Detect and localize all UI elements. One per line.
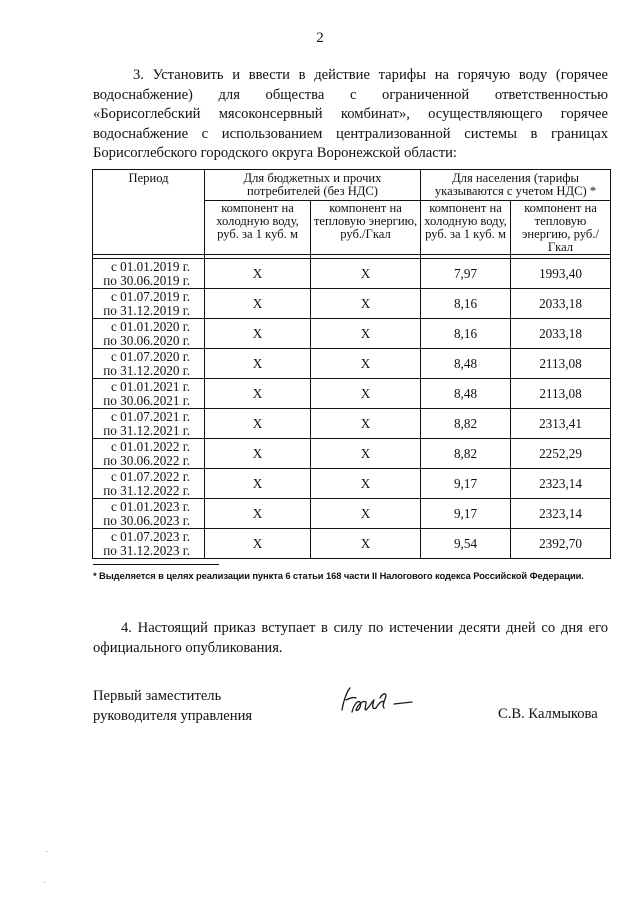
cell-budget-cold: X [205,469,311,499]
cell-budget-heat: X [311,439,421,469]
cell-period: с 01.01.2023 г. по 30.06.2023 г. [93,499,205,529]
cell-pop-cold: 9,54 [421,529,511,559]
signer-name: С.В. Калмыкова [498,706,598,722]
cell-period: с 01.01.2019 г. по 30.06.2019 г. [93,259,205,289]
cell-budget-heat: X [311,319,421,349]
cell-budget-cold: X [205,349,311,379]
cell-pop-heat: 2252,29 [511,439,611,469]
cell-pop-heat: 2113,08 [511,349,611,379]
cell-pop-heat: 2323,14 [511,469,611,499]
table-row [93,319,611,349]
header-group-population: Для населения (тарифы указываются с учетом НДС) * [421,170,611,201]
table-row [93,499,611,529]
table-row [93,289,611,319]
cell-period: с 01.07.2023 г. по 31.12.2023 г. [93,529,205,559]
footnote: * Выделяется в целях реализации пункта 6 статьи 168 части II Налогового кодекса Российской Федерации. [93,570,584,581]
cell-budget-heat: X [311,259,421,289]
cell-budget-cold: X [205,499,311,529]
cell-period: с 01.07.2020 г. по 31.12.2020 г. [93,349,205,379]
cell-period: с 01.01.2021 г. по 30.06.2021 г. [93,379,205,409]
page-number: 2 [316,30,324,46]
signer-title-line-1: Первый заместитель [93,688,222,704]
cell-pop-cold: 8,16 [421,319,511,349]
cell-budget-cold: X [205,259,311,289]
cell-budget-heat: X [311,529,421,559]
cell-period: с 01.07.2021 г. по 31.12.2021 г. [93,409,205,439]
header-heat-population: компонент на тепловую энергию, руб./Гкал [511,201,611,255]
header-cold-water-budget: компонент на холодную воду, руб. за 1 куб. м [205,201,311,255]
table-row [93,439,611,469]
cell-pop-cold: 8,82 [421,439,511,469]
cell-budget-cold: X [205,529,311,559]
tariff-table [92,169,611,559]
cell-pop-heat: 1993,40 [511,259,611,289]
scan-artifact [44,882,45,883]
cell-period: с 01.07.2019 г. по 31.12.2019 г. [93,289,205,319]
header-heat-budget: компонент на тепловую энергию, руб./Гкал [311,201,421,255]
signer-title [93,686,313,726]
cell-budget-heat: X [311,469,421,499]
cell-budget-heat: X [311,499,421,529]
table-row [93,469,611,499]
cell-pop-cold: 8,48 [421,379,511,409]
cell-budget-heat: X [311,349,421,379]
cell-pop-cold: 7,97 [421,259,511,289]
cell-pop-cold: 8,16 [421,289,511,319]
paragraph-4: 4. Настоящий приказ вступает в силу по истечении десяти дней со дня его официального опубликования. [93,620,608,656]
scan-artifact [46,851,47,852]
table-row [93,529,611,559]
table-row [93,409,611,439]
header-cold-water-population: компонент на холодную воду, руб. за 1 куб. м [421,201,511,255]
cell-budget-heat: X [311,379,421,409]
signer-title-line-2: руководителя управления [93,708,253,724]
cell-budget-cold: X [205,319,311,349]
cell-period: с 01.01.2022 г. по 30.06.2022 г. [93,439,205,469]
cell-pop-cold: 8,82 [421,409,511,439]
cell-pop-heat: 2313,41 [511,409,611,439]
footnote-divider [93,564,219,565]
cell-pop-heat: 2033,18 [511,319,611,349]
cell-budget-cold: X [205,439,311,469]
cell-pop-cold: 9,17 [421,499,511,529]
cell-pop-heat: 2392,70 [511,529,611,559]
table-row [93,259,611,289]
cell-budget-cold: X [205,379,311,409]
cell-budget-heat: X [311,409,421,439]
table-row [93,379,611,409]
cell-pop-cold: 8,48 [421,349,511,379]
cell-period: с 01.01.2020 г. по 30.06.2020 г. [93,319,205,349]
cell-pop-heat: 2033,18 [511,289,611,319]
cell-pop-cold: 9,17 [421,469,511,499]
paragraph-3: 3. Установить и ввести в действие тарифы на горячую воду (горячее водоснабжение) для общества с ограниченной ответственностью «Борисоглебский мясоконсервный комбинат», осуществляющего горячее водоснабжение с использованием централизованной системы в границах Борисоглебского городского округа Воронежской области: [93,67,608,161]
header-period: Период [93,170,205,255]
cell-pop-heat: 2113,08 [511,379,611,409]
table-row [93,349,611,379]
header-group-budget: Для бюджетных и прочих потребителей (без НДС) [205,170,421,201]
cell-period: с 01.07.2022 г. по 31.12.2022 г. [93,469,205,499]
cell-budget-cold: X [205,289,311,319]
cell-pop-heat: 2323,14 [511,499,611,529]
cell-budget-heat: X [311,289,421,319]
cell-budget-cold: X [205,409,311,439]
handwritten-signature [336,680,426,722]
